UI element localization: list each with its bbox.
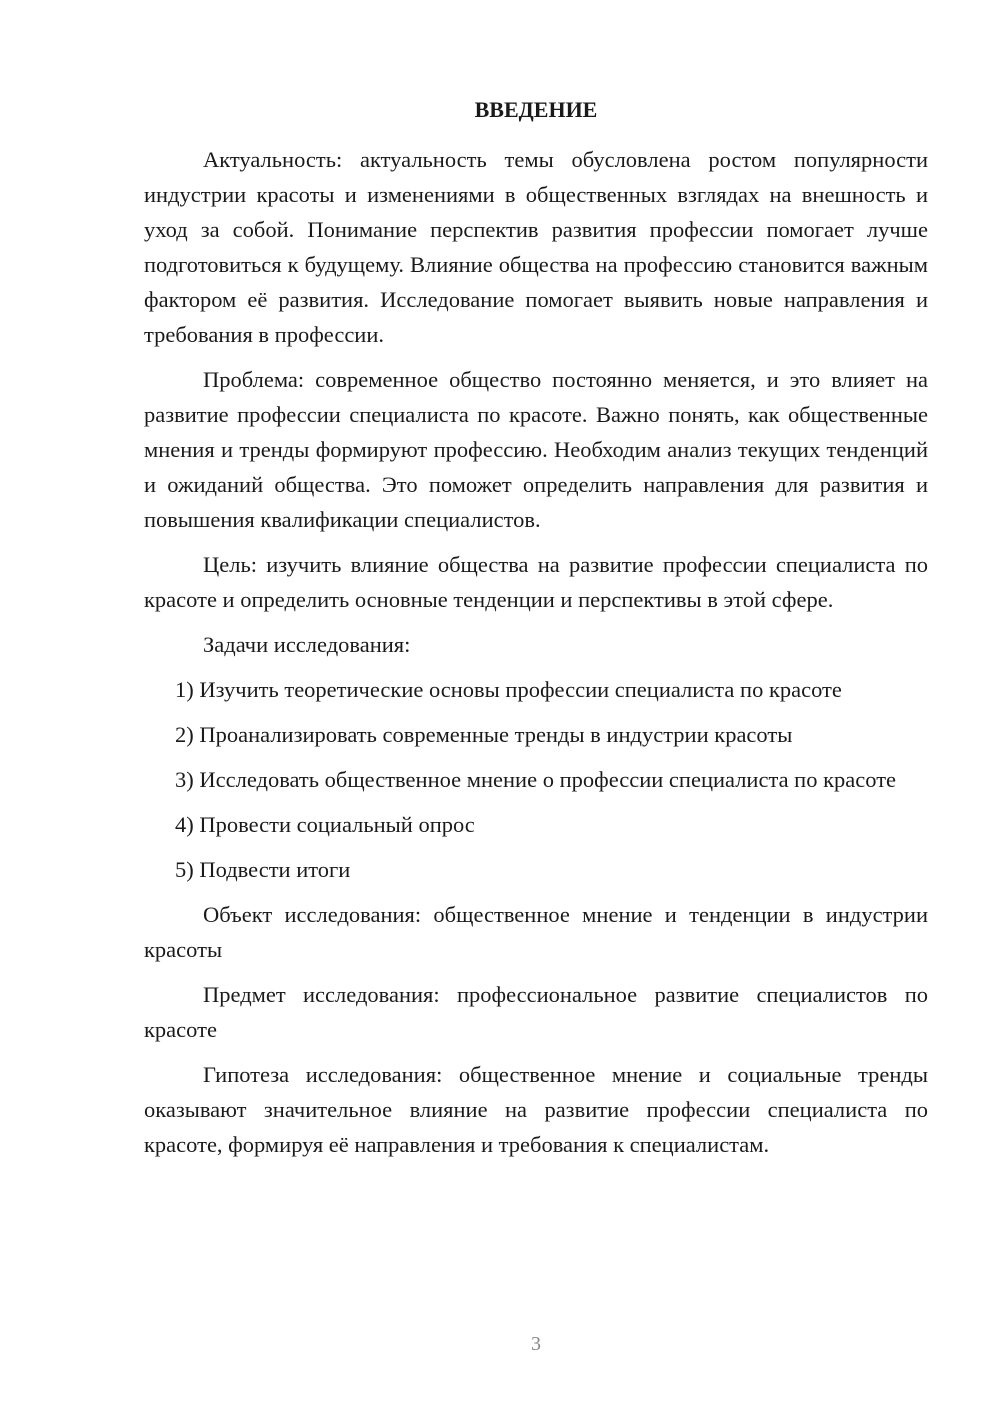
page-title: ВВЕДЕНИЕ (474, 97, 598, 122)
task-item-5: 5) Подвести итоги (175, 857, 351, 882)
tasks-heading: Задачи исследования: (203, 632, 411, 657)
paragraph-relevance: Актуальность: актуальность темы обусловлена ростом популярности индустрии красоты и изменениями в общественных взглядах на внешность и уход за собой. Понимание перспектив развития профессии помогает лучше подготовиться к будущему. Влияние общества на профессию становится важным фактором её развития. Исследование помогает выявить новые направления и требования в профессии. (144, 147, 928, 347)
paragraph-object: Объект исследования: общественное мнение и тенденции в индустрии красоты (144, 902, 928, 962)
paragraph-hypothesis: Гипотеза исследования: общественное мнение и социальные тренды оказывают значительное влияние на развитие профессии специалиста по красоте, формируя её направления и требования к специалистам. (144, 1062, 928, 1157)
body-text (144, 142, 928, 1172)
task-item-4: 4) Провести социальный опрос (175, 812, 475, 837)
paragraph-goal: Цель: изучить влияние общества на развитие профессии специалиста по красоте и определить основные тенденции и перспективы в этой сфере. (144, 552, 928, 612)
paragraph-problem: Проблема: современное общество постоянно меняется, и это влияет на развитие профессии специалиста по красоте. Важно понять, как общественные мнения и тренды формируют профессию. Необходим анализ текущих тенденций и ожиданий общества. Это поможет определить направления для развития и повышения квалификации специалистов. (144, 367, 928, 532)
page-number: 3 (531, 1333, 541, 1355)
task-item-2: 2) Проанализировать современные тренды в индустрии красоты (175, 722, 793, 747)
task-item-3: 3) Исследовать общественное мнение о профессии специалиста по красоте (175, 767, 897, 792)
paragraph-subject: Предмет исследования: профессиональное развитие специалистов по красоте (144, 982, 928, 1042)
task-item-1: 1) Изучить теоретические основы профессии специалиста по красоте (175, 677, 842, 702)
